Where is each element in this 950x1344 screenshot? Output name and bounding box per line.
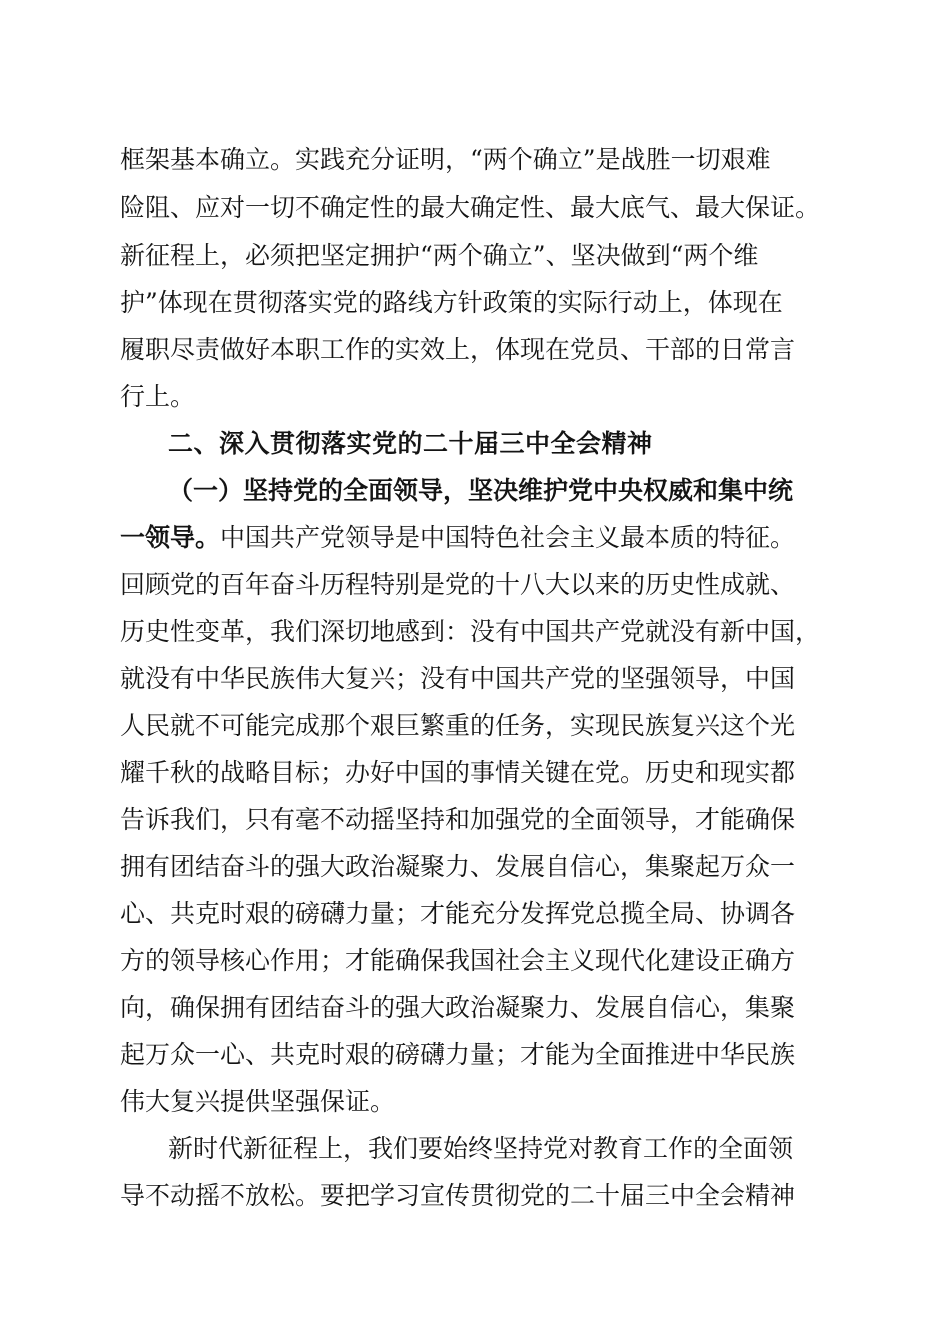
paragraph-line: 起万众一心、共克时艰的磅礴力量；才能为全面推进中华民族: [120, 1040, 796, 1069]
paragraph-line: 耀千秋的战略目标；办好中国的事情关键在党。历史和现实都: [120, 758, 796, 787]
paragraph-line: 就没有中华民族伟大复兴；没有中国共产党的坚强领导，中国: [120, 664, 796, 693]
paragraph-line: 框架基本确立。实践充分证明，“两个确立”是战胜一切艰难: [120, 145, 771, 174]
paragraph-line: 人民就不可能完成那个艰巨繁重的任务，实现民族复兴这个光: [120, 711, 796, 740]
paragraph-line: 履职尽责做好本职工作的实效上，体现在党员、干部的日常言: [120, 335, 796, 364]
paragraph-line: 回顾党的百年奋斗历程特别是党的十八大以来的历史性成就、: [120, 570, 796, 599]
subsection-heading: （一）坚持党的全面领导，坚决维护党中央权威和集中统: [168, 476, 794, 505]
paragraph-line: 历史性变革，我们深切地感到：没有中国共产党就没有新中国，: [120, 617, 821, 646]
paragraph-line: 心、共克时艰的磅礴力量；才能充分发挥党总揽全局、协调各: [120, 899, 796, 928]
paragraph-line: 新征程上，必须把坚定拥护“两个确立”、坚决做到“两个维: [120, 241, 759, 270]
paragraph-line: 护”体现在贯彻落实党的路线方针政策的实际行动上，体现在: [120, 288, 783, 317]
paragraph-line: 拥有团结奋斗的强大政治凝聚力、发展自信心，集聚起万众一: [120, 852, 796, 881]
subsection-heading-end: 一领导。: [120, 523, 221, 552]
paragraph-line: 导不动摇不放松。要把学习宣传贯彻党的二十届三中全会精神: [120, 1181, 796, 1210]
paragraph-line: 行上。: [120, 382, 196, 411]
paragraph-line: 告诉我们，只有毫不动摇坚持和加强党的全面领导，才能确保: [120, 805, 796, 834]
paragraph-text: 中国共产党领导是中国特色社会主义最本质的特征。: [220, 523, 796, 552]
paragraph-line: 方的领导核心作用；才能确保我国社会主义现代化建设正确方: [120, 946, 796, 975]
paragraph-line: 伟大复兴提供坚强保证。: [120, 1087, 396, 1116]
paragraph-line: 向，确保拥有团结奋斗的强大政治凝聚力、发展自信心，集聚: [120, 993, 796, 1022]
paragraph-line: [120, 520, 830, 556]
section-heading: 二、深入贯彻落实党的二十届三中全会精神: [168, 429, 653, 458]
paragraph-line: 险阻、应对一切不确定性的最大确定性、最大底气、最大保证。: [120, 193, 821, 222]
paragraph-line: 新时代新征程上，我们要始终坚持党对教育工作的全面领: [168, 1134, 794, 1163]
